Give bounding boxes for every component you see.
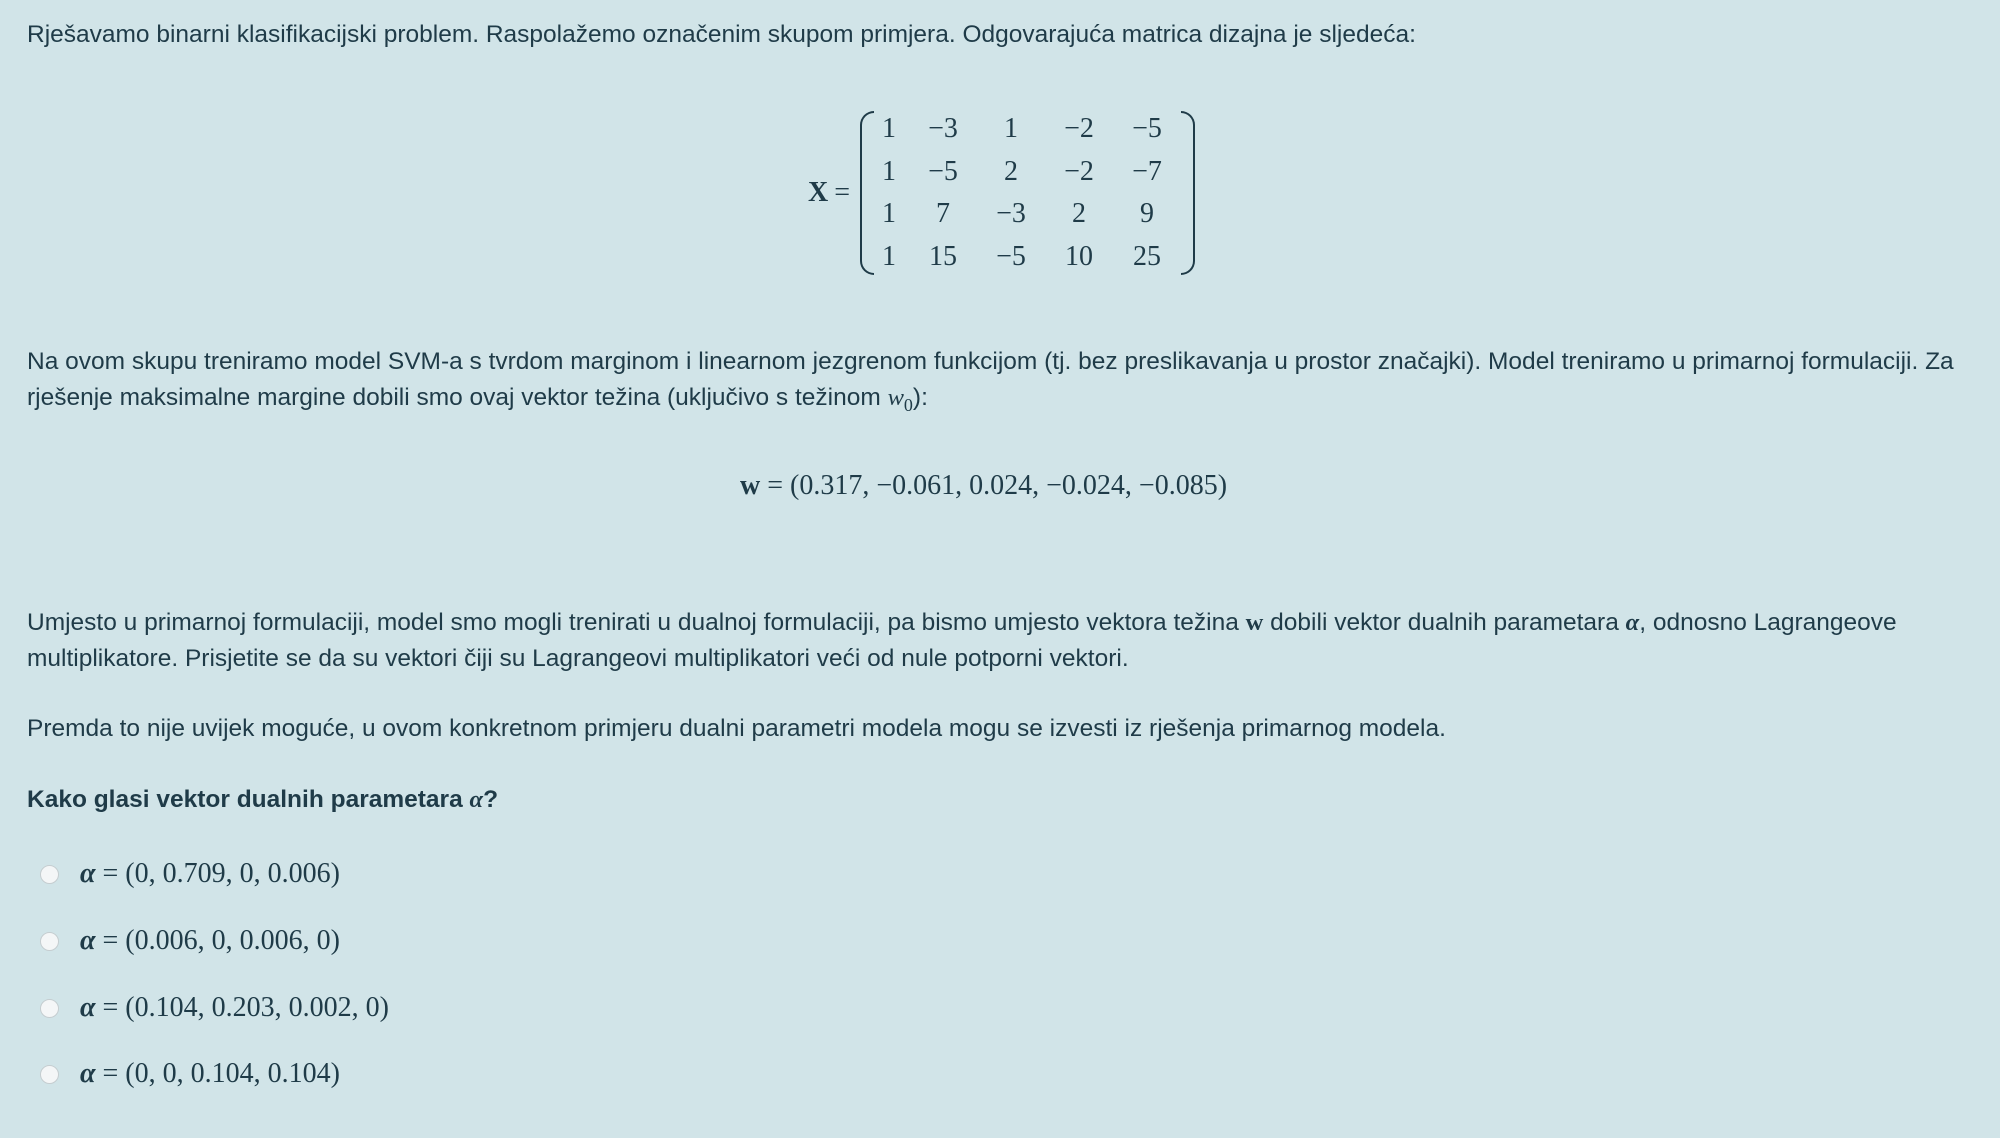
radio-button[interactable] [40, 1065, 59, 1084]
matrix-cell: 1 [882, 113, 897, 145]
answer-option[interactable] [40, 1058, 340, 1090]
matrix-cell: 10 [1065, 240, 1094, 272]
matrix-equals: = [834, 177, 851, 208]
matrix-cell: −2 [1064, 155, 1094, 187]
matrix-cell: 2 [1072, 198, 1087, 230]
w-symbol: w [1245, 609, 1264, 636]
matrix-cell: 7 [936, 198, 951, 230]
answer-value: = (0.006, 0, 0.006, 0) [95, 925, 340, 956]
matrix-table [874, 108, 1181, 278]
answer-option-label[interactable] [80, 1058, 340, 1090]
radio-button[interactable] [40, 932, 59, 951]
question-mark: ? [483, 786, 499, 813]
question-label: Kako glasi vektor dualnih parametara [27, 786, 470, 813]
question-text [27, 782, 1972, 818]
intro-text: Rješavamo binarni klasifikacijski problem. Raspolažemo označenim skupom primjera. Odgovarajuća matrica dizajna je sljedeća: [27, 21, 1416, 48]
matrix-row [874, 193, 1181, 236]
matrix-row [874, 151, 1181, 194]
matrix-left-bracket [860, 111, 874, 275]
alpha-symbol: α [80, 992, 96, 1023]
matrix-cell: −3 [928, 113, 958, 145]
radio-button[interactable] [40, 999, 59, 1018]
design-matrix [808, 108, 1195, 278]
matrix-row [874, 108, 1181, 151]
matrix-cell: 1 [1004, 113, 1019, 145]
matrix-cell: −5 [928, 155, 958, 187]
matrix-cell: −5 [1132, 113, 1162, 145]
matrix-cell: −2 [1064, 113, 1094, 145]
alpha-symbol: α [469, 786, 484, 813]
matrix-cell: 2 [1004, 155, 1019, 187]
answer-option-label[interactable] [80, 992, 389, 1024]
w0-subscript: 0 [903, 394, 913, 415]
matrix-cell: 25 [1133, 240, 1162, 272]
matrix-cell: 1 [882, 198, 897, 230]
dual-description [27, 605, 1972, 677]
answer-value: = (0, 0, 0.104, 0.104) [95, 1058, 340, 1089]
alpha-symbol: α [1625, 609, 1640, 636]
answer-value: = (0, 0.709, 0, 0.006) [95, 858, 340, 889]
matrix-cell: 1 [882, 155, 897, 187]
answer-option-label[interactable] [80, 858, 340, 890]
matrix-cell: −3 [996, 198, 1026, 230]
w0-symbol: w [887, 384, 904, 411]
matrix-cell: −5 [996, 240, 1026, 272]
model-description [27, 344, 1972, 423]
model-description-text: Na ovom skupu treniramo model SVM-a s tvrdom marginom i linearnom jezgrenom funkcijom (tj. bez preslikavanja u prostor značajki). Model treniramo u primarnoj formulaciji. Za rješenje maksimalne margine dobili smo ovaj vektor težina (uključivo s težinom [27, 348, 1954, 411]
matrix-cell: −7 [1132, 155, 1162, 187]
dual-description-text-b: dobili vektor dualnih parametara [1263, 609, 1626, 636]
answer-option[interactable] [40, 858, 340, 890]
weight-vector [740, 470, 1227, 502]
dual-description-text-c: , odnosno Lagrangeove multiplikatore. Prisjetite se da su vektori čiji su Lagrangeovi multiplikatori veći od nule potporni vektori. [27, 609, 1897, 672]
weight-vector-label: w [740, 470, 761, 501]
answer-option-label[interactable] [80, 925, 340, 957]
weight-vector-values: = (0.317, −0.061, 0.024, −0.024, −0.085) [760, 470, 1228, 501]
matrix-cell: 1 [882, 240, 897, 272]
alpha-symbol: α [80, 1058, 96, 1089]
matrix-cell: 15 [929, 240, 958, 272]
radio-button[interactable] [40, 865, 59, 884]
matrix-label: X [808, 177, 829, 208]
answer-value: = (0.104, 0.203, 0.002, 0) [95, 992, 389, 1023]
hint-text: Premda to nije uvijek moguće, u ovom konkretnom primjeru dualni parametri modela mogu se izvesti iz rješenja primarnog modela. [27, 715, 1446, 742]
alpha-symbol: α [80, 858, 96, 889]
matrix-row [874, 236, 1181, 279]
model-description-end: ): [912, 384, 928, 411]
dual-description-text-a: Umjesto u primarnoj formulaciji, model smo mogli trenirati u dualnoj formulaciji, pa bismo umjesto vektora težina [27, 609, 1246, 636]
alpha-symbol: α [80, 925, 96, 956]
answer-option[interactable] [40, 925, 340, 957]
answer-option[interactable] [40, 992, 389, 1024]
matrix-cell: 9 [1140, 198, 1155, 230]
matrix-right-bracket [1181, 111, 1195, 275]
